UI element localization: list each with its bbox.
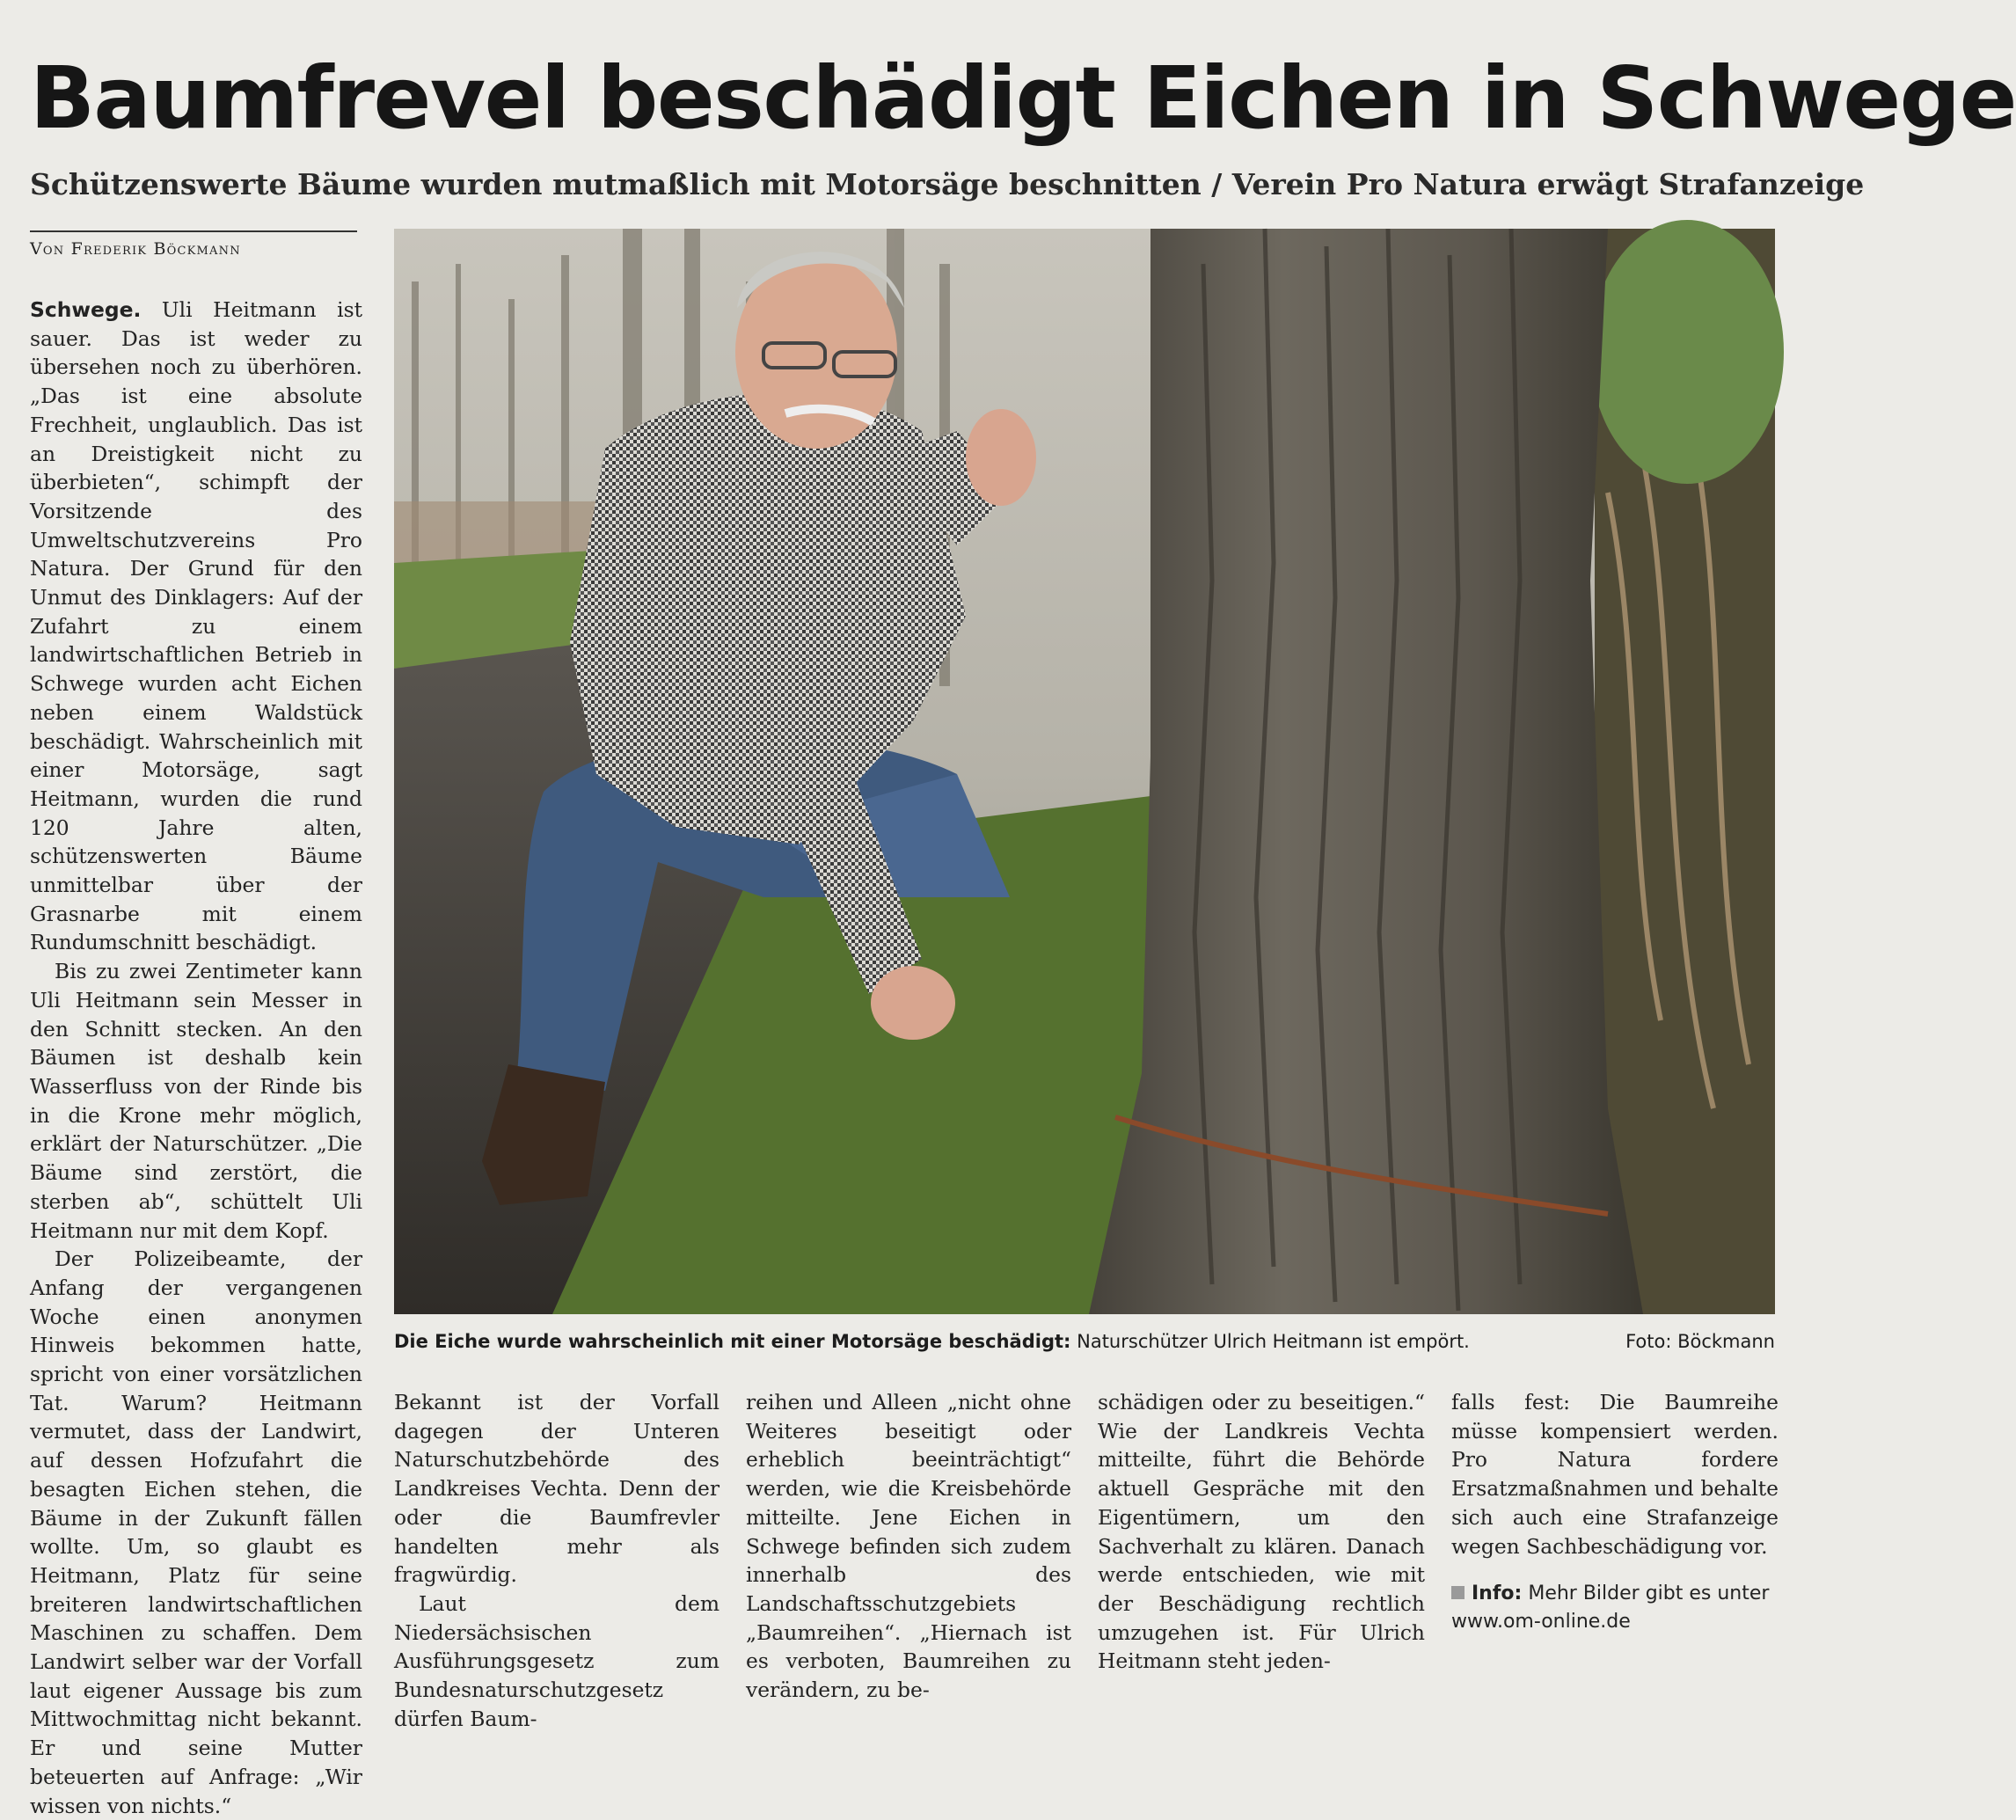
column-1-paragraph: Bis zu zwei Zentimeter kann Uli Heitmann sein Messer in den Schnitt stecken. An den Bäumen ist deshalb kein Wasserfluss von der Rinde bis in die Krone mehr möglich, erklärt der Naturschützer. „Die Bäume sind zerstört, die sterben ab“, schüttelt Uli Heitmann nur mit dem Kopf.: [30, 959, 362, 1243]
info-text[interactable]: Mehr Bilder gibt es unter www.om-online.de: [1451, 1582, 1770, 1634]
headline: Baumfrevel beschädigt Eichen in Schwege: [30, 48, 2016, 148]
column-1: [30, 296, 362, 1820]
info-square-icon: [1451, 1586, 1465, 1599]
photo-credit: Foto: Böckmann: [1625, 1331, 1775, 1352]
column-2: [394, 1388, 719, 1733]
caption-text: Naturschützer Ulrich Heitmann ist empört.: [1077, 1331, 1470, 1352]
column-1-paragraph: Der Polizeibeamte, der Anfang der vergangenen Woche einen anonymen Hinweis bekommen hatte, spricht von einer vorsätzlichen Tat. Warum? Heitmann vermutet, dass der Landwirt, auf dessen Hofzufahrt die besagten Eichen stehen, die Bäume in der Zukunft fällen wollte. Um, so glaubt es Heitmann, Platz für seine breiteren landwirtschaftlichen Maschinen zu schaffen. Dem Landwirt selber war der Vorfall laut eigener Aussage bis zum Mittwochmittag nicht bekannt. Er und seine Mutter beteuerten auf Anfrage: „Wir wissen von nichts.“: [30, 1246, 362, 1818]
caption-bold: Die Eiche wurde wahrscheinlich mit einer Motorsäge beschädigt:: [394, 1331, 1071, 1352]
subheadline: Schützenswerte Bäume wurden mutmaßlich mit Motorsäge beschnitten / Verein Pro Natura erwägt Strafanzeige: [30, 167, 1865, 201]
column-3: [746, 1388, 1071, 1705]
column-2-paragraph: Bekannt ist der Vorfall dagegen der Unteren Naturschutzbehörde des Landkreises Vechta. Denn der oder die Baumfrevler handelten mehr als fragwürdig.: [394, 1390, 719, 1588]
column-5-paragraph: falls fest: Die Baumreihe müsse kompensiert werden. Pro Natura fordere Ersatzmaßnahmen und behalte sich auch eine Strafanzeige wegen Sachbeschädigung vor.: [1451, 1390, 1779, 1559]
article-photo: [394, 229, 1775, 1314]
ivy-leaves: [1590, 220, 1784, 484]
info-label: Info:: [1472, 1582, 1523, 1605]
column-4-paragraph: schädigen oder zu beseitigen.“ Wie der Landkreis Vechta mitteilte, führt die Behörde aktuell Gespräche mit den Eigentümern, um den Sachverhalt zu klären. Danach werde entschieden, wie mit der Beschädigung rechtlich umzugehen ist. Für Ulrich Heitmann steht jeden-: [1098, 1390, 1425, 1674]
column-5: [1451, 1388, 1779, 1636]
column-4: [1098, 1388, 1425, 1676]
oak-trunk: [1089, 229, 1643, 1314]
photo-caption: [394, 1328, 1775, 1355]
column-2-paragraph: Laut dem Niedersächsischen Ausführungsgesetz zum Bundesnaturschutzgesetz dürfen Baum-: [394, 1590, 719, 1731]
info-box: [1451, 1580, 1779, 1636]
photo-illustration: [394, 229, 1775, 1314]
paragraph-text: Uli Heitmann ist sauer. Das ist weder zu übersehen noch zu überhören. „Das ist eine absolute Frechheit, unglaublich. Das ist an Dreistigkeit nicht zu überbieten“, schimpft der Vorsitzende des Umweltschutzvereins Pro Natura. Der Grund für den Unmut des Dinklagers: Auf der Zufahrt zu einem landwirtschaftlichen Betrieb in Schwege wurden acht Eichen neben einem Waldstück beschädigt. Wahrscheinlich mit einer Motorsäge, sagt Heitmann, wurden die rund 120 Jahre alten, schützenswerten Bäume unmittelbar über der Grasnarbe mit einem Rundumschnitt beschädigt.: [30, 297, 362, 955]
column-1-paragraph: [30, 296, 362, 957]
byline: Von Frederik Böckmann: [30, 230, 357, 259]
dateline: Schwege.: [30, 297, 142, 322]
column-3-paragraph: reihen und Alleen „nicht ohne Weiteres beseitigt oder erheblich beeinträchtigt“ werden, wie die Kreisbehörde mitteilte. Jene Eichen in Schwege befinden sich zudem innerhalb des Landschaftsschutzgebiets „Baumreihen“. „Hiernach ist es verboten, Baumreihen zu verändern, zu be-: [746, 1390, 1071, 1703]
